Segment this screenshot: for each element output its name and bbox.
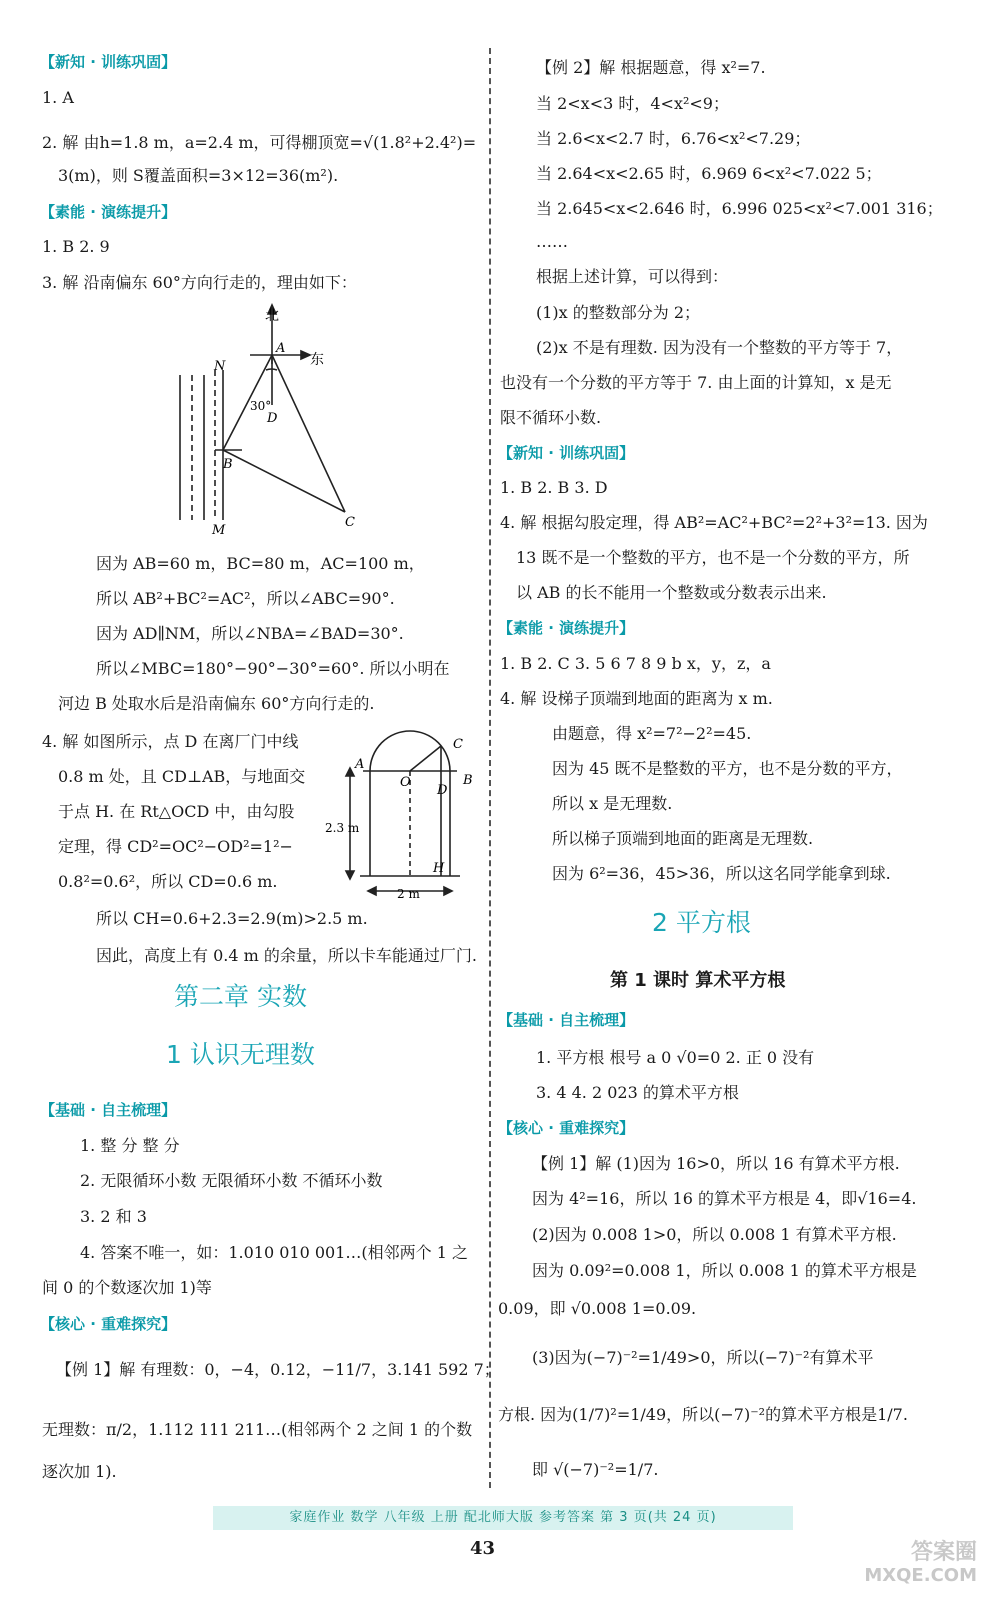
- section-tag: 【基础 · 自主梳理】: [498, 1011, 635, 1029]
- answer-line: ……: [536, 232, 568, 251]
- watermark-logo: 答案圈: [910, 1540, 977, 1565]
- answer-line: 当 2.64<x<2.65 时，6.969 6<x²<7.022 5；: [536, 164, 882, 183]
- answer-line: 4. 解 设梯子顶端到地面的距离为 x m.: [500, 689, 773, 708]
- point-label: B: [223, 457, 233, 472]
- page-footer: 家庭作业 数学 八年级 上册 配北师大版 参考答案 第 3 页(共 24 页): [213, 1506, 793, 1530]
- answer-line: 【例 2】解 根据题意，得 x²=7.: [536, 58, 766, 77]
- height-label: 2.3 m: [325, 821, 360, 835]
- point-label: B: [463, 773, 473, 788]
- answer-line: 因此，高度上有 0.4 m 的余量，所以卡车能通过厂门.: [96, 946, 477, 965]
- answer-line: (2)x 不是有理数. 因为没有一个整数的平方等于 7，: [536, 338, 903, 357]
- point-label: H: [433, 861, 445, 876]
- answer-line: 无理数：π/2，1.112 111 211…(相邻两个 2 之间 1 的个数: [42, 1420, 473, 1439]
- answer-line: 方根. 因为(1/7)²=1/49，所以(−7)⁻²的算术平方根是1/7.: [498, 1405, 908, 1424]
- answer-line: 当 2.645<x<2.646 时，6.996 025<x²<7.001 316；: [536, 199, 943, 218]
- answer-line: 【例 1】解 (1)因为 16>0，所以 16 有算术平方根.: [532, 1154, 900, 1173]
- point-label: N: [214, 359, 226, 374]
- answer-line: 4. 答案不唯一，如：1.010 010 001…(相邻两个 1 之: [80, 1243, 469, 1262]
- answer-line: 【例 1】解 有理数：0，−4，0.12，−11/7，3.141 592 7；: [56, 1360, 500, 1379]
- point-label: D: [267, 411, 278, 426]
- answer-line: 0.8²=0.6²，所以 CD=0.6 m.: [58, 872, 278, 891]
- answer-line: (3)因为(−7)⁻²=1/49>0，所以(−7)⁻²有算术平: [532, 1348, 874, 1367]
- answer-line: 以 AB 的长不能用一个整数或分数表示出来.: [516, 583, 827, 602]
- answer-line: 1. B 2. C 3. 5 6 7 8 9 b x，y，z，a: [500, 654, 771, 673]
- section-tag: 【素能 · 演练提升】: [498, 619, 635, 637]
- point-label: C: [345, 515, 355, 530]
- answer-line: 河边 B 处取水后是沿南偏东 60°方向行走的.: [58, 694, 375, 713]
- section-tag: 【素能 · 演练提升】: [40, 203, 177, 221]
- answer-line: 由题意，得 x²=7²−2²=45.: [552, 724, 752, 743]
- answer-line: 2. 解 由h=1.8 m，a=2.4 m，可得棚顶宽=√(1.8²+2.4²)=: [42, 133, 477, 152]
- gate-diagram: [325, 726, 480, 906]
- answer-line: 所以 CH=0.6+2.3=2.9(m)>2.5 m.: [96, 909, 368, 928]
- point-label: D: [437, 783, 448, 798]
- answer-line: 13 既不是一个整数的平方，也不是一个分数的平方，所: [516, 548, 910, 567]
- answer-line: 逐次加 1).: [42, 1462, 117, 1481]
- answer-line: 当 2<x<3 时，4<x²<9；: [536, 94, 729, 113]
- answer-line: 定理，得 CD²=OC²−OD²=1²−: [58, 837, 293, 856]
- answer-line: 根据上述计算，可以得到：: [536, 267, 729, 286]
- point-label: M: [212, 523, 226, 538]
- answer-line: 间 0 的个数逐次加 1)等: [42, 1278, 212, 1297]
- answer-line: 4. 解 根据勾股定理，得 AB²=AC²+BC²=2²+3²=13. 因为: [500, 513, 928, 532]
- answer-line: 0.8 m 处，且 CD⊥AB，与地面交: [58, 767, 306, 786]
- section-title: 2 平方根: [652, 908, 751, 937]
- answer-line: 3. 4 4. 2 023 的算术平方根: [536, 1083, 739, 1102]
- river-diagram: [170, 300, 370, 540]
- answer-line: (2)因为 0.008 1>0，所以 0.008 1 有算术平方根.: [532, 1225, 897, 1244]
- east-label: 东: [310, 352, 324, 368]
- answer-line: 即 √(−7)⁻²=1/7.: [532, 1460, 659, 1479]
- answer-line: 1. 整 分 整 分: [80, 1136, 180, 1155]
- north-label: 北: [265, 308, 279, 324]
- watermark-url: MXQE.COM: [864, 1565, 977, 1586]
- chapter-title: 第二章 实数: [174, 982, 307, 1011]
- answer-line: 1. B 2. B 3. D: [500, 478, 608, 497]
- answer-line: 因为 0.09²=0.008 1，所以 0.008 1 的算术平方根是: [532, 1261, 917, 1280]
- answer-line: 因为 45 既不是整数的平方，也不是分数的平方，: [552, 759, 903, 778]
- answer-line: 3. 2 和 3: [80, 1207, 147, 1226]
- width-label: 2 m: [397, 887, 420, 901]
- section-title: 1 认识无理数: [166, 1040, 315, 1069]
- answer-line: 所以 x 是无理数.: [552, 794, 673, 813]
- answer-line: 因为 AD∥NM，所以∠NBA=∠BAD=30°.: [96, 624, 404, 643]
- answer-line: 所以 AB²+BC²=AC²，所以∠ABC=90°.: [96, 589, 395, 608]
- point-label: A: [355, 757, 365, 772]
- answer-line: 3. 解 沿南偏东 60°方向行走的，理由如下：: [42, 273, 357, 292]
- answer-line: 限不循环小数.: [500, 408, 602, 427]
- answer-line: 因为 4²=16，所以 16 的算术平方根是 4，即√16=4.: [532, 1189, 917, 1208]
- section-tag: 【新知 · 训练巩固】: [498, 444, 635, 462]
- answer-line: 因为 AB=60 m，BC=80 m，AC=100 m，: [96, 554, 425, 573]
- page-number: 43: [470, 1538, 496, 1559]
- answer-line: 3(m)，则 S覆盖面积=3×12=36(m²).: [58, 166, 339, 185]
- answer-line: 2. 无限循环小数 无限循环小数 不循环小数: [80, 1171, 383, 1190]
- answer-line: 1. A: [42, 88, 74, 107]
- column-divider: [489, 48, 491, 1488]
- angle-label: 30°: [250, 399, 272, 413]
- answer-line: 1. B 2. 9: [42, 237, 110, 256]
- lesson-title: 第 1 课时 算术平方根: [610, 970, 786, 991]
- point-label: A: [276, 341, 286, 356]
- answer-line: 于点 H. 在 Rt△OCD 中，由勾股: [58, 802, 295, 821]
- point-label: C: [453, 737, 463, 752]
- section-tag: 【基础 · 自主梳理】: [40, 1101, 177, 1119]
- answer-line: (1)x 的整数部分为 2；: [536, 303, 701, 322]
- answer-line: 1. 平方根 根号 a 0 √0=0 2. 正 0 没有: [536, 1048, 815, 1067]
- answer-line: 4. 解 如图所示，点 D 在离厂门中线: [42, 732, 299, 751]
- section-tag: 【核心 · 重难探究】: [40, 1315, 177, 1333]
- answer-line: 因为 6²=36，45>36，所以这名同学能拿到球.: [552, 864, 891, 883]
- section-tag: 【核心 · 重难探究】: [498, 1119, 635, 1137]
- answer-line: 0.09，即 √0.008 1=0.09.: [498, 1299, 697, 1318]
- answer-line: 所以∠MBC=180°−90°−30°=60°. 所以小明在: [96, 659, 450, 678]
- answer-line: 所以梯子顶端到地面的距离是无理数.: [552, 829, 814, 848]
- section-tag: 【新知 · 训练巩固】: [40, 53, 177, 71]
- answer-line: 当 2.6<x<2.7 时，6.76<x²<7.29；: [536, 129, 811, 148]
- point-label: O: [400, 775, 411, 790]
- answer-line: 也没有一个分数的平方等于 7. 由上面的计算知，x 是无: [500, 373, 892, 392]
